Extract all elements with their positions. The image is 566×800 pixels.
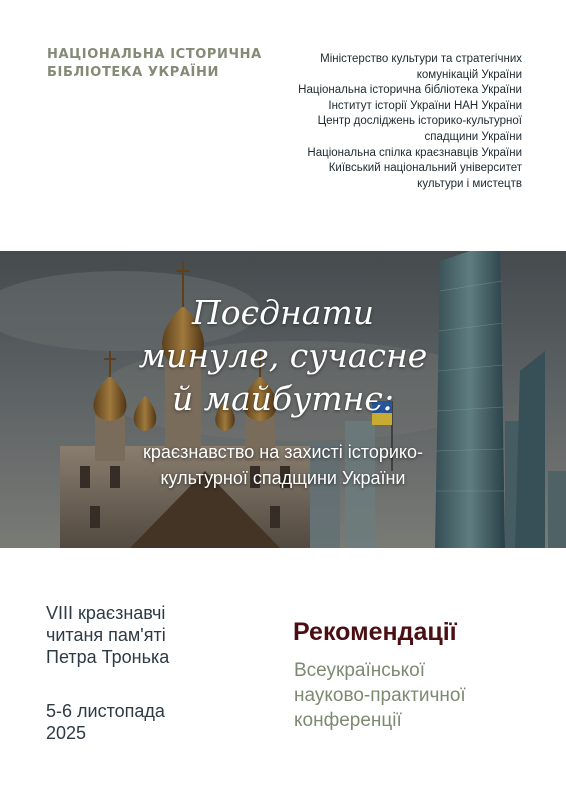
title-line: й майбутнє:: [172, 379, 394, 418]
event-name: [46, 602, 169, 668]
rec-sub-line: конференції: [294, 710, 402, 731]
rec-sub-line: науково-практичної: [294, 685, 466, 706]
organizer-line: спадщини України: [424, 130, 522, 143]
organizer-line: Київський національний університет: [328, 162, 522, 175]
organizer-line: культури і мистецтв: [417, 177, 522, 190]
event-dates: [46, 700, 165, 744]
event-line: читаня пам'яті: [46, 625, 166, 645]
banner-subtitle: [0, 439, 566, 491]
title-line: минуле, сучасне: [138, 336, 428, 375]
organizer-line: Національна історична бібліотека України: [298, 84, 522, 97]
event-line: VIII краєзнавчі: [46, 603, 166, 623]
rec-sub-line: Всеукраїнської: [294, 660, 426, 681]
recommendations-title: Рекомендації: [293, 618, 457, 646]
title-line: Поєднати: [192, 293, 374, 332]
date-line: 5-6 листопада: [46, 701, 165, 721]
logo-line-1: НАЦІОНАЛЬНА ІСТОРИЧНА: [47, 47, 262, 62]
organizer-line: Національна спілка краєзнавців України: [307, 146, 522, 159]
date-line: 2025: [46, 723, 87, 743]
subtitle-line: краєзнавство на захисті історико-: [143, 442, 423, 462]
organizer-line: Інститут історії України НАН України: [328, 99, 522, 112]
organizers-list: [222, 52, 522, 192]
organizer-line: комунікацій України: [416, 68, 522, 81]
subtitle-line: культурної спадщини України: [160, 468, 406, 488]
organizer-line: Міністерство культури та стратегічних: [320, 53, 522, 65]
logo-line-2: БІБЛІОТЕКА УКРАЇНИ: [47, 65, 219, 80]
organizer-line: Центр досліджень історико-культурної: [317, 115, 522, 128]
banner-title: [0, 291, 566, 420]
recommendations-subtitle: [294, 658, 466, 733]
event-line: Петра Тронька: [46, 647, 170, 667]
